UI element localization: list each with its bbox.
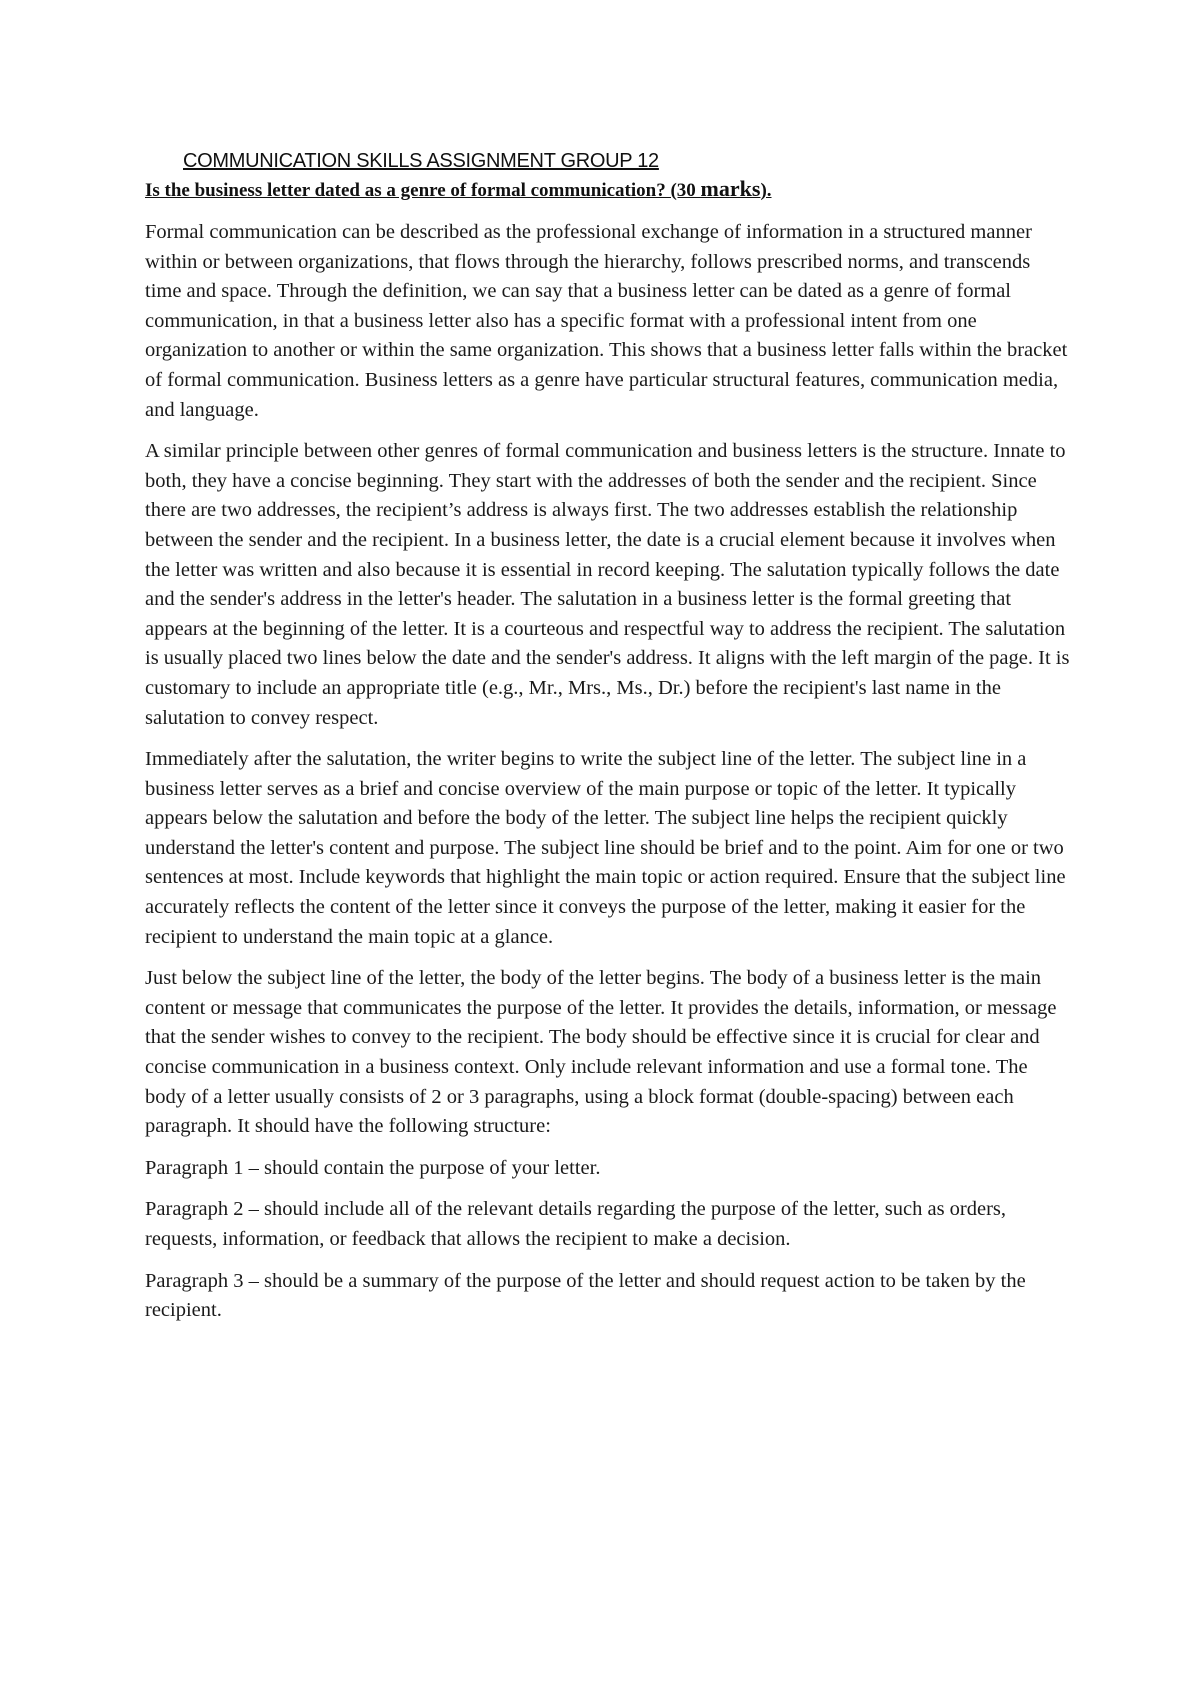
assignment-question: [145, 176, 1070, 204]
question-marks: marks: [700, 176, 761, 201]
paragraph-structure: A similar principle between other genres of formal communication and business letters is the structure. Innate to both, they have a concise beginning. They start with the addresses of both the sender and the recipient. Since there are two addresses, the recipient’s address is always first. The two addresses establish the relationship between the sender and the recipient. In a business letter, the date is a crucial element because it involves when the letter was written and also because it is essential in record keeping. The salutation typically follows the date and the sender's address in the letter's header. The salutation in a business letter is the formal greeting that appears at the beginning of the letter. It is a courteous and respectful way to address the recipient. The salutation is usually placed two lines below the date and the sender's address. It aligns with the left margin of the page. It is customary to include an appropriate title (e.g., Mr., Mrs., Ms., Dr.) before the recipient's last name in the salutation to convey respect.: [145, 440, 1070, 729]
document-body: [145, 148, 1070, 1338]
paragraph-intro: Formal communication can be described as the professional exchange of information in a structured manner within or between organizations, that flows through the hierarchy, follows prescribed norms, and transcends time and space. Through the definition, we can say that a business letter can be dated as a genre of formal communication, in that a business letter also has a specific format with a professional intent from one organization to another or within the same organization. This shows that a business letter falls within the bracket of formal communication. Business letters as a genre have particular structural features, communication media, and language.: [145, 221, 1068, 421]
question-end: ).: [760, 180, 772, 201]
paragraph-subject-line: Immediately after the salutation, the writer begins to write the subject line of the letter. The subject line in a business letter serves as a brief and concise overview of the main purpose or topic of the letter. It typically appears below the salutation and before the body of the letter. The subject line helps the recipient quickly understand the letter's content and purpose. The subject line should be brief and to the point. Aim for one or two sentences at most. Include keywords that highlight the main topic or action required. Ensure that the subject line accurately reflects the content of the letter since it conveys the purpose of the letter, making it easier for the recipient to understand the main topic at a glance.: [145, 748, 1066, 948]
assignment-title: COMMUNICATION SKILLS ASSIGNMENT GROUP 12: [183, 150, 659, 172]
paragraph-list-item-3: Paragraph 3 – should be a summary of the purpose of the letter and should request action to be taken by the recipient.: [145, 1269, 1026, 1322]
paragraph-list-item-2: Paragraph 2 – should include all of the relevant details regarding the purpose of the letter, such as orders, requests, information, or feedback that allows the recipient to make a decision.: [145, 1198, 1007, 1250]
paragraph-body: Just below the subject line of the letter, the body of the letter begins. The body of a business letter is the main content or message that communicates the purpose of the letter. It provides the details, information, or message that the sender wishes to convey to the recipient. The body should be effective since it is crucial for clear and concise communication in a business context. Only include relevant information and use a formal tone. The body of a letter usually consists of 2 or 3 paragraphs, using a block format (double-spacing) between each paragraph. It should have the following structure:: [145, 967, 1057, 1138]
question-text: Is the business letter dated as a genre of formal communication? (30: [145, 180, 701, 201]
paragraph-list-item-1: Paragraph 1 – should contain the purpose of your letter.: [145, 1156, 601, 1179]
